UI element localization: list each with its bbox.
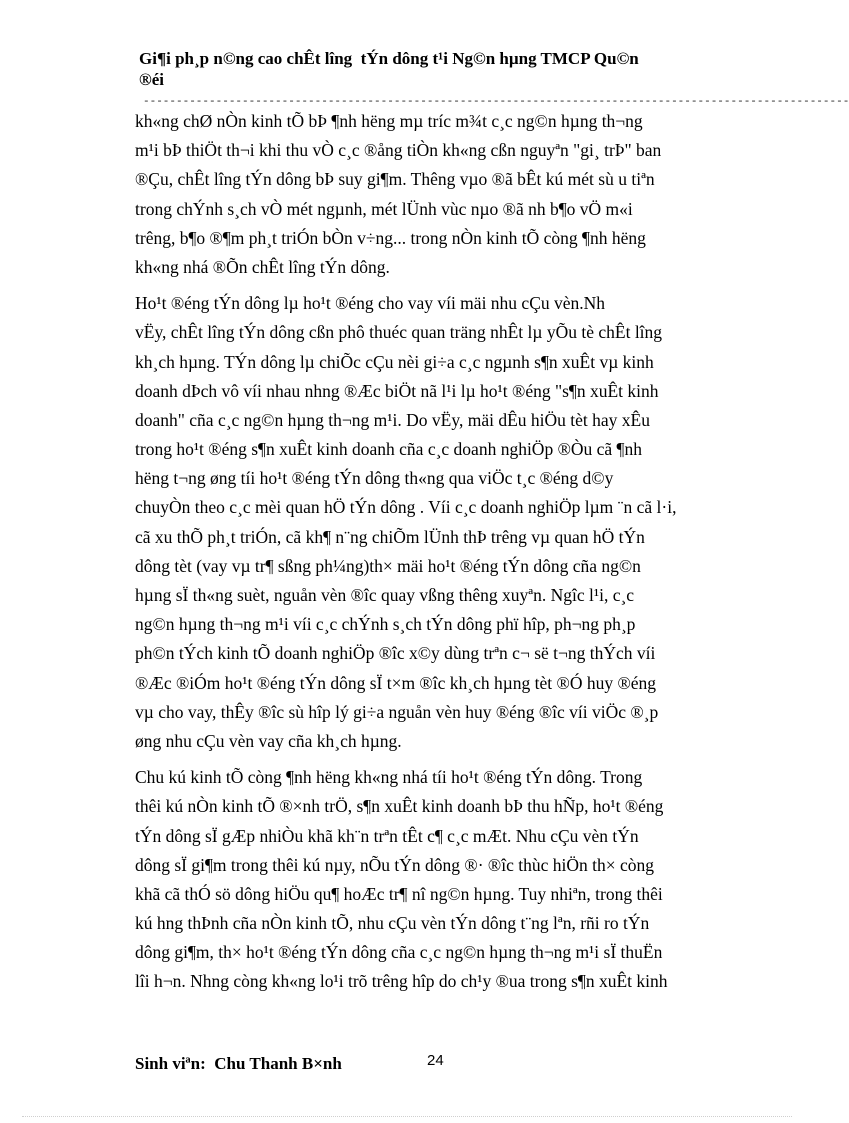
- text-line: dông gi¶m, th× ho¹t ®éng tÝn dông cña c¸c ng©n hµng th¬ng m¹i sÏ thuËn: [135, 942, 663, 963]
- text-line: vµ cho vay, thÊy ®îc sù hîp lý gi÷a nguån vèn huy ®éng ®îc víi viÖc ®¸p: [135, 701, 659, 722]
- text-line: kh«ng chØ nÒn kinh tÕ bÞ ¶nh hëng mµ tríc m¾t c¸c ng©n hµng th¬ng: [135, 111, 643, 131]
- text-line: kh«ng nhá ®Õn chÊt lîng tÝn dông.: [135, 256, 390, 277]
- text-line: trong ho¹t ®éng s¶n xuÊt kinh doanh cña c¸c doanh nghiÖp ®Òu cã ¶nh: [135, 439, 642, 460]
- text-line: dông tèt (vay vµ tr¶ sßng ph¼ng)th× mäi ho¹t ®éng tÝn dông cña ng©n: [135, 555, 641, 576]
- text-line: ph©n tÝch kinh tÕ doanh nghiÖp ®îc x©y dùng trªn c¬ së t¬ng thÝch víi: [135, 643, 656, 664]
- text-line: tÝn dông sÏ gÆp nhiÒu khã kh¨n trªn tÊt c¶ c¸c mÆt. Nhu cÇu vèn tÝn: [135, 825, 639, 846]
- footer-author: Sinh viªn: Chu Thanh B×nh: [135, 1054, 342, 1073]
- text-line: Chu kú kinh tÕ còng ¶nh hëng kh«ng nhá tíi ho¹t ®éng tÝn dông. Trong: [135, 767, 643, 788]
- text-line: trong chÝnh s¸ch vÒ mét ngµnh, mét lÜnh vùc nµo ®ã nh b¶o vÖ m«i: [135, 198, 633, 219]
- body-text: [135, 107, 740, 997]
- page-header-title: Gi¶i ph¸p n©ng cao chÊt lîng tÝn dông t¹i Ng©n hµng TMCP Qu©n ®éi: [139, 49, 639, 89]
- paragraph: [135, 763, 740, 997]
- page-number: 24: [427, 1052, 444, 1069]
- text-line: øng nhu cÇu vèn vay cña kh¸ch hµng.: [135, 730, 402, 751]
- paragraph: [135, 289, 740, 756]
- text-line: m¹i bÞ thiÖt th¬i khi thu vÒ c¸c ®ång tiÒn kh«ng cßn nguyªn "gi¸ trÞ" ban: [135, 140, 662, 161]
- text-line: ®Çu, chÊt lîng tÝn dông bÞ suy gi¶m. Thêng vµo ®ã bÊt kú mét sù u tiªn: [135, 169, 655, 190]
- text-line: chuyÒn theo c¸c mèi quan hÖ tÝn dông . Víi c¸c doanh nghiÖp lµm ¨n cã l·i,: [135, 497, 677, 518]
- text-line: lîi h¬n. Nhng còng kh«ng lo¹i trõ trêng hîp do ch¹y ®ua trong s¶n xuÊt kinh: [135, 971, 668, 992]
- text-line: kh¸ch hµng. TÝn dông lµ chiÕc cÇu nèi gi÷a c¸c ngµnh s¶n xuÊt vµ kinh: [135, 351, 654, 372]
- text-line: thêi kú nÒn kinh tÕ ®×nh trÖ, s¶n xuÊt kinh doanh bÞ thu hÑp, ho¹t ®éng: [135, 796, 664, 817]
- text-line: dông sÏ gi¶m trong thêi kú nµy, nÕu tÝn dông ®· ®îc thùc hiÖn th× còng: [135, 854, 654, 875]
- text-line: hëng t¬ng øng tíi ho¹t ®éng tÝn dông th«ng qua viÖc t¸c ®éng d©y: [135, 468, 614, 489]
- text-line: doanh dÞch vô víi nhau nhng ®Æc biÖt nã l¹i lµ ho¹t ®éng "s¶n xuÊt kinh: [135, 380, 659, 401]
- page-bottom-divider: [22, 1116, 792, 1118]
- text-line: trêng, b¶o ®¶m ph¸t triÓn bÒn v÷ng... trong nÒn kinh tÕ còng ¶nh hëng: [135, 227, 646, 248]
- paragraph: [135, 107, 740, 282]
- text-line: cã xu thÕ ph¸t triÓn, cã kh¶ n¨ng chiÕm lÜnh thÞ trêng vµ quan hÖ tÝn: [135, 526, 645, 547]
- text-line: vËy, chÊt lîng tÝn dông cßn phô thuéc quan träng nhÊt lµ yÕu tè chÊt lîng: [135, 322, 663, 343]
- text-line: ng©n hµng th¬ng m¹i víi c¸c chÝnh s¸ch tÝn dông phï hîp, ph¬ng ph¸p: [135, 614, 636, 635]
- text-line: hµng sÏ th«ng suèt, nguån vèn ®îc quay vßng thêng xuyªn. Ngîc l¹i, c¸c: [135, 585, 635, 605]
- header-dashed-rule: -----------------------------------------------------------------------------------------------------------: [143, 96, 849, 108]
- text-line: ®Æc ®iÓm ho¹t ®éng tÝn dông sÏ t×m ®îc kh¸ch hµng tèt ®Ó huy ®éng: [135, 672, 657, 693]
- text-line: doanh" cña c¸c ng©n hµng th¬ng m¹i. Do vËy, mäi dÊu hiÖu tèt hay xÊu: [135, 409, 650, 430]
- text-line: khã cã thÓ sö dông hiÖu qu¶ hoÆc tr¶ nî ng©n hµng. Tuy nhiªn, trong thêi: [135, 883, 663, 904]
- text-line: kú hng thÞnh cña nÒn kinh tÕ, nhu cÇu vèn tÝn dông t¨ng lªn, rñi ro tÝn: [135, 913, 650, 934]
- text-line: Ho¹t ®éng tÝn dông lµ ho¹t ®éng cho vay víi mäi nhu cÇu vèn.Nh: [135, 293, 606, 314]
